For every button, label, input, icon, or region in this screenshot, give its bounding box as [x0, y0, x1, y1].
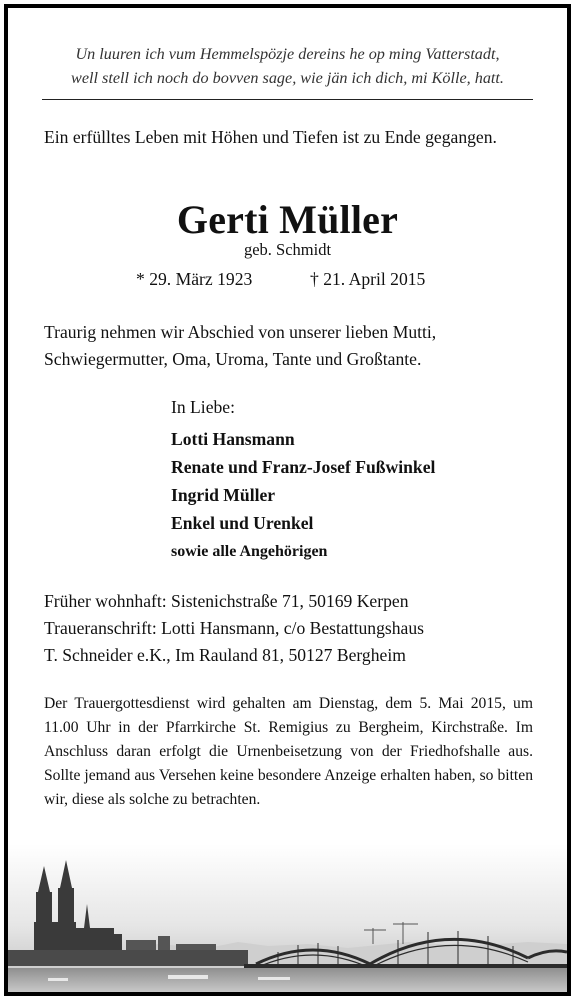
- birth-name: geb. Schmidt: [243, 240, 332, 259]
- family-member: Ingrid Müller: [171, 485, 276, 505]
- address-block: [44, 588, 424, 669]
- mourning-address-cont: T. Schneider e.K., Im Rauland 81, 50127 Bergheim: [44, 645, 406, 665]
- mourning-address: Traueranschrift: Lotti Hansmann, c/o Bestattungshaus: [44, 618, 424, 638]
- family-member: Lotti Hansmann: [171, 429, 295, 449]
- quote-block: [8, 42, 567, 90]
- service-paragraph: Der Trauergottesdienst wird gehalten am Dienstag, dem 5. Mai 2015, um 11.00 Uhr in der Pfarrkirche St. Remigius zu Bergheim, Kirchstraße. Im Anschluss daran erfolgt die Urnenbeisetzung von der Friedhofshalle aus.: [44, 695, 533, 760]
- birth-date: * 29. März 1923: [136, 269, 253, 289]
- former-address: Früher wohnhaft: Sistenichstraße 71, 50169 Kerpen: [44, 591, 409, 611]
- family-member: Renate und Franz-Josef Fußwinkel: [171, 457, 436, 477]
- service-info: [44, 692, 533, 812]
- family-list: [171, 394, 435, 566]
- family-member: sowie alle Angehörigen: [171, 543, 328, 560]
- quote-line: well stell ich noch do bovven sage, wie jän ich dich, mi Kölle, hatt.: [71, 69, 504, 87]
- family-member: Enkel und Urenkel: [171, 513, 314, 533]
- death-date: † 21. April 2015: [310, 269, 426, 289]
- obituary-notice: [4, 4, 571, 996]
- divider: [42, 99, 533, 100]
- family-heading: In Liebe:: [171, 397, 235, 417]
- intro-text: Ein erfülltes Leben mit Höhen und Tiefen ist zu Ende gegangen.: [44, 127, 497, 147]
- mourning-text: Traurig nehmen wir Abschied von unserer lieben Mutti, Schwiegermutter, Oma, Uroma, Tante und Großtante.: [44, 322, 437, 369]
- notice-paragraph: Sollte jemand aus Versehen keine besondere Anzeige erhalten haben, so bitten wir, diese als solche zu betrachten.: [44, 767, 533, 808]
- deceased-name: Gerti Müller: [176, 197, 399, 242]
- cologne-skyline-image: [8, 844, 567, 992]
- quote-line: Un luuren ich vum Hemmelspözje dereins he op ming Vatterstadt,: [75, 45, 500, 63]
